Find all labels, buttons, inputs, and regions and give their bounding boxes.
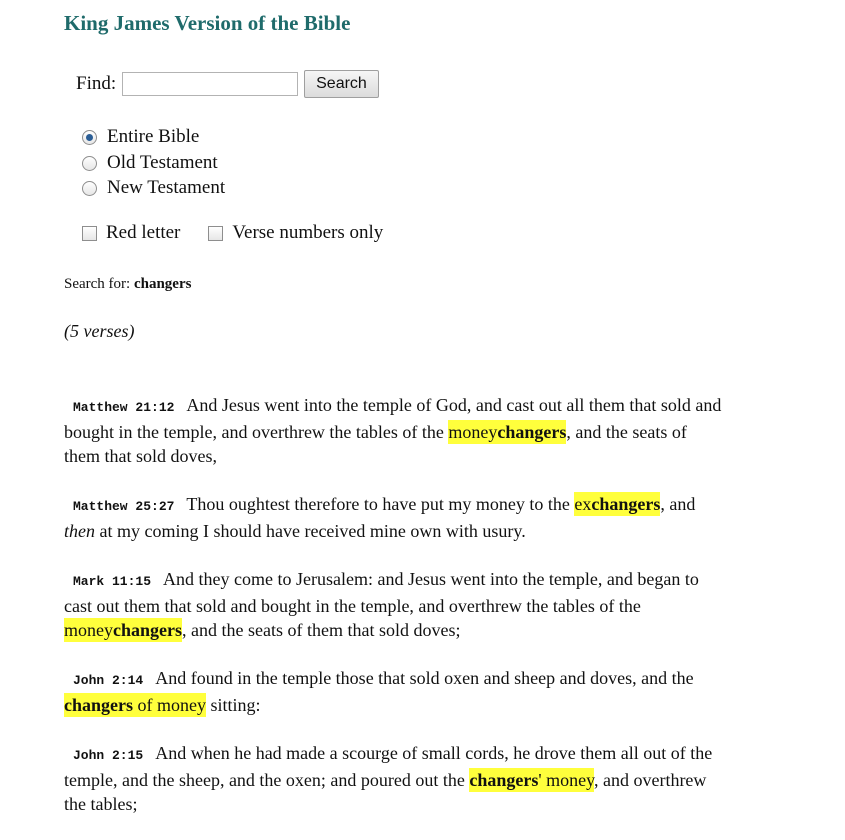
- verse-item: [64, 393, 724, 468]
- verse-item: [64, 741, 724, 816]
- verse-item: [64, 666, 724, 717]
- verse-text: And when he had made a scourge of small cords, he drove them all out of the temple, and the sheep, and the oxen; and poured out the: [64, 743, 713, 790]
- verse-text: , and the seats of them that sold doves;: [182, 620, 461, 640]
- verse-reference: Matthew 25:27: [73, 499, 175, 514]
- radio-entire-bible[interactable]: [82, 130, 97, 145]
- search-highlight: [469, 768, 594, 792]
- search-term: changers: [133, 276, 192, 292]
- verse-numbers-only-label: Verse numbers only: [232, 222, 384, 243]
- verse-item: [64, 567, 724, 642]
- highlight-term: changers: [591, 494, 661, 514]
- find-row: [76, 70, 379, 98]
- highlight-prefix: money: [448, 422, 498, 442]
- highlight-suffix: ' money: [538, 770, 594, 790]
- results-list: [64, 393, 724, 840]
- scope-label: Entire Bible: [107, 126, 200, 147]
- search-highlight: [64, 618, 182, 642]
- highlight-prefix: money: [64, 620, 113, 640]
- verse-numbers-only-checkbox[interactable]: [208, 226, 223, 241]
- search-highlight: [448, 420, 566, 444]
- radio-old-testament[interactable]: [82, 156, 97, 171]
- search-highlight: [64, 693, 206, 717]
- verse-count: (5 verses): [64, 321, 135, 341]
- verse-text: at my coming I should have received mine own with usury.: [95, 521, 526, 541]
- highlight-term: changers: [64, 695, 133, 715]
- verse-reference: John 2:14: [73, 673, 144, 688]
- highlight-term: changers: [113, 620, 182, 640]
- search-for-label: Search for:: [64, 276, 131, 292]
- red-letter-label: Red letter: [106, 222, 181, 243]
- find-label: Find:: [76, 73, 117, 94]
- verse-text: And they come to Jerusalem: and Jesus went into the temple, and began to cast out them that sold and bought in the temple, and overthrew the tables of the: [64, 569, 699, 616]
- verse-text: Thou oughtest therefore to have put my money to the: [186, 494, 575, 514]
- verse-text: , and overthrew the tables;: [64, 770, 707, 814]
- search-summary: [64, 276, 191, 293]
- scope-old-testament[interactable]: [82, 152, 218, 174]
- highlight-term: changers: [469, 770, 539, 790]
- highlight-term: changers: [497, 422, 567, 442]
- scope-label: New Testament: [107, 177, 226, 198]
- scope-new-testament[interactable]: [82, 177, 225, 199]
- verse-reference: Matthew 21:12: [73, 400, 175, 415]
- highlight-suffix: of money: [133, 695, 206, 715]
- search-button[interactable]: Search: [304, 70, 379, 98]
- verse-text: , and: [660, 494, 696, 514]
- verse-text: And Jesus went into the temple of God, and cast out all them that sold and bought in the temple, and overthrew the tables of the: [64, 395, 722, 442]
- red-letter-checkbox[interactable]: [82, 226, 97, 241]
- search-highlight: [574, 492, 660, 516]
- search-input[interactable]: [122, 72, 298, 96]
- verse-reference: John 2:15: [73, 748, 144, 763]
- verse-item: [64, 492, 724, 543]
- verse-reference: Mark 11:15: [73, 574, 152, 589]
- verse-text: sitting:: [205, 695, 261, 715]
- page-title: King James Version of the Bible: [64, 11, 351, 35]
- radio-new-testament[interactable]: [82, 181, 97, 196]
- scope-entire-bible[interactable]: [82, 126, 199, 148]
- verse-text: , and the seats of them that sold doves,: [64, 422, 687, 466]
- highlight-prefix: ex: [574, 494, 592, 514]
- verse-text: And found in the temple those that sold oxen and sheep and doves, and the: [155, 668, 694, 688]
- verse-italic-text: then: [64, 521, 95, 541]
- scope-label: Old Testament: [107, 152, 218, 173]
- options-row: [82, 222, 383, 244]
